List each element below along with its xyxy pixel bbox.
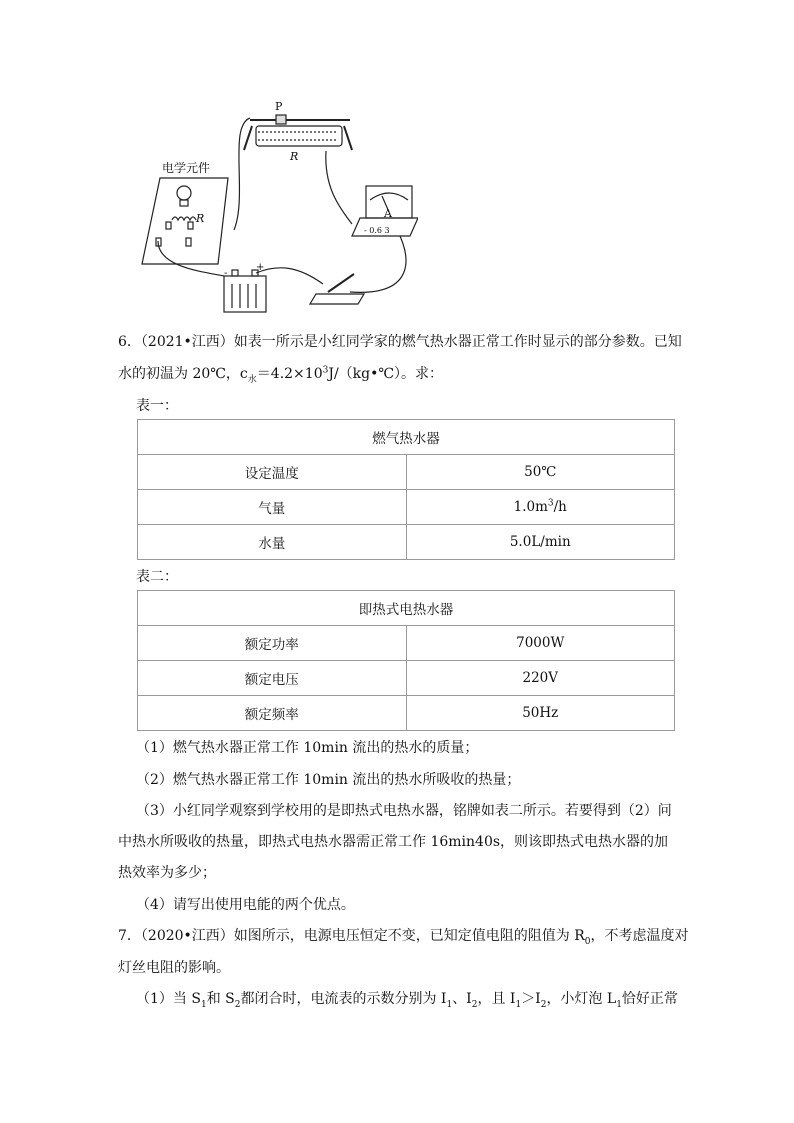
label-board-r: R bbox=[196, 212, 205, 225]
battery-plus: + bbox=[256, 262, 265, 273]
wire-ammeter-to-switch bbox=[350, 236, 406, 292]
table-row: 设定温度 50℃ bbox=[138, 455, 675, 490]
wire-rheostat-to-ammeter bbox=[326, 151, 352, 224]
table1-caption: 表一： bbox=[136, 398, 178, 414]
table-row: 水量 5.0L/min bbox=[138, 525, 675, 560]
label-r: R bbox=[290, 150, 299, 163]
component-board bbox=[142, 178, 228, 264]
q7-line3: （1）当 $S_1$和 $S_2$都闭合时，电流表的示数分别为 $I_1$、$I_2$，且 $I_1>I_2$，小灯泡 $L_1$恰好正常 bbox=[136, 991, 678, 1010]
table-electric-heater bbox=[137, 590, 675, 731]
table-row: 气量 $1.0m^3/h$ bbox=[138, 490, 675, 525]
ammeter-terminals: - 0.6 3 bbox=[364, 226, 390, 235]
q6-line1: 6．（2021•江西）如表一所示是小红同学家的燃气热水器正常工作时显示的部分参数。已知 bbox=[118, 334, 682, 350]
q6-line2: 水的初温为 20℃，$c_水=4.2\times 10^3J/(kg•℃)$。求： bbox=[118, 365, 444, 385]
table-gas-heater bbox=[137, 419, 675, 560]
circuit-diagram bbox=[138, 96, 418, 321]
q6-sub3-line3: 热效率为多少； bbox=[118, 865, 216, 881]
battery-minus: - bbox=[224, 268, 228, 279]
table1-title: 燃气热水器 bbox=[138, 420, 675, 455]
switch-base bbox=[310, 294, 364, 304]
q6-sub1: （1）燃气热水器正常工作 10min 流出的热水的质量； bbox=[136, 740, 479, 756]
table2-title: 即热式电热水器 bbox=[138, 591, 675, 626]
battery bbox=[224, 276, 266, 312]
label-board: 电学元件 bbox=[162, 161, 211, 175]
q7-line2: 灯丝电阻的影响。 bbox=[118, 960, 230, 976]
q7-line1: 7．（2020•江西）如图所示，电源电压恒定不变，已知定值电阻的阻值为 $R_0$，不考虑温度对 bbox=[118, 928, 689, 947]
table-row: 额定频率 50Hz bbox=[138, 696, 675, 731]
q6-sub2: （2）燃气热水器正常工作 10min 流出的热水所吸收的热量； bbox=[136, 772, 521, 788]
rheostat-coil bbox=[256, 126, 342, 146]
label-ammeter: A bbox=[384, 207, 392, 220]
q6-sub4: （4）请写出使用电能的两个优点。 bbox=[136, 897, 355, 913]
q6-sub3-line1: （3）小红同学观察到学校用的是即热式电热水器，铭牌如表二所示。若要得到（2）问 bbox=[136, 803, 672, 819]
wire-board-to-rheostat bbox=[234, 118, 250, 230]
table-row: 额定功率 7000W bbox=[138, 626, 675, 661]
q6-sub3-line2: 中热水所吸收的热量，即热式电热水器需正常工作 16min40s，则该即热式电热水器的加 bbox=[118, 834, 669, 850]
label-p: P bbox=[275, 100, 283, 113]
table-row: 额定电压 220V bbox=[138, 661, 675, 696]
table2-caption: 表二： bbox=[136, 569, 178, 585]
